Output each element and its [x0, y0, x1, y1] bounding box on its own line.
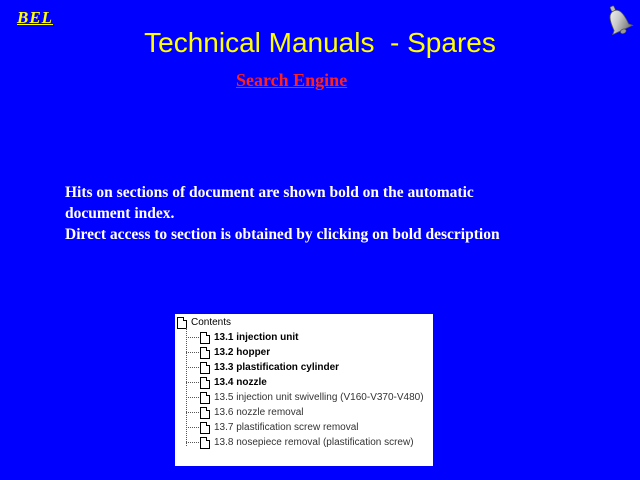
tree-item-label: 13.4 nozzle: [214, 377, 267, 388]
bel-logo-link[interactable]: BEL: [17, 8, 54, 27]
document-icon: [200, 422, 210, 434]
tree-root-label: Contents: [191, 317, 232, 328]
tree-item: [186, 421, 359, 434]
tree-item-label: 13.1 injection unit: [214, 332, 299, 343]
document-icon: [177, 317, 187, 329]
document-index-tree: [175, 314, 433, 466]
page-title: Technical Manuals - Spares: [144, 27, 496, 58]
tree-item: [186, 406, 304, 419]
tree-item-label: 13.6 nozzle removal: [214, 407, 304, 418]
document-icon: [200, 377, 210, 389]
description-line: document index.: [65, 205, 175, 222]
document-icon: [200, 332, 210, 344]
tree-item-label: 13.7 plastification screw removal: [214, 422, 359, 433]
tree-branch-line: [186, 352, 199, 353]
document-icon: [200, 437, 210, 449]
tree-item[interactable]: [186, 346, 270, 359]
search-engine-link[interactable]: Search Engine: [236, 70, 348, 90]
tree-branch-line: [186, 367, 199, 368]
tree-item: [186, 391, 424, 404]
document-icon: [200, 392, 210, 404]
tree-item-label: 13.5 injection unit swivelling (V160-V370-V480): [214, 392, 424, 403]
tree-branch-line: [186, 412, 199, 413]
tree-item-label: 13.8 nosepiece removal (plastification screw): [214, 437, 414, 448]
tree-item-label: 13.3 plastification cylinder: [214, 362, 340, 373]
tree-connector: [186, 328, 187, 446]
description-line: Hits on sections of document are shown bold on the automatic: [65, 184, 474, 201]
tree-branch-line: [186, 382, 199, 383]
description-text: [65, 182, 585, 245]
document-icon: [200, 407, 210, 419]
description-line: Direct access to section is obtained by clicking on bold description: [65, 226, 500, 243]
tree-item[interactable]: [186, 376, 267, 389]
document-icon: [200, 362, 210, 374]
tree-item[interactable]: [186, 361, 339, 374]
tree-branch-line: [186, 442, 199, 443]
tree-branch-line: [186, 337, 199, 338]
tree-item-label: 13.2 hopper: [214, 347, 271, 358]
tree-item[interactable]: [186, 331, 298, 344]
document-icon: [200, 347, 210, 359]
tree-branch-line: [186, 427, 199, 428]
tree-branch-line: [186, 397, 199, 398]
tree-item: [186, 436, 414, 449]
